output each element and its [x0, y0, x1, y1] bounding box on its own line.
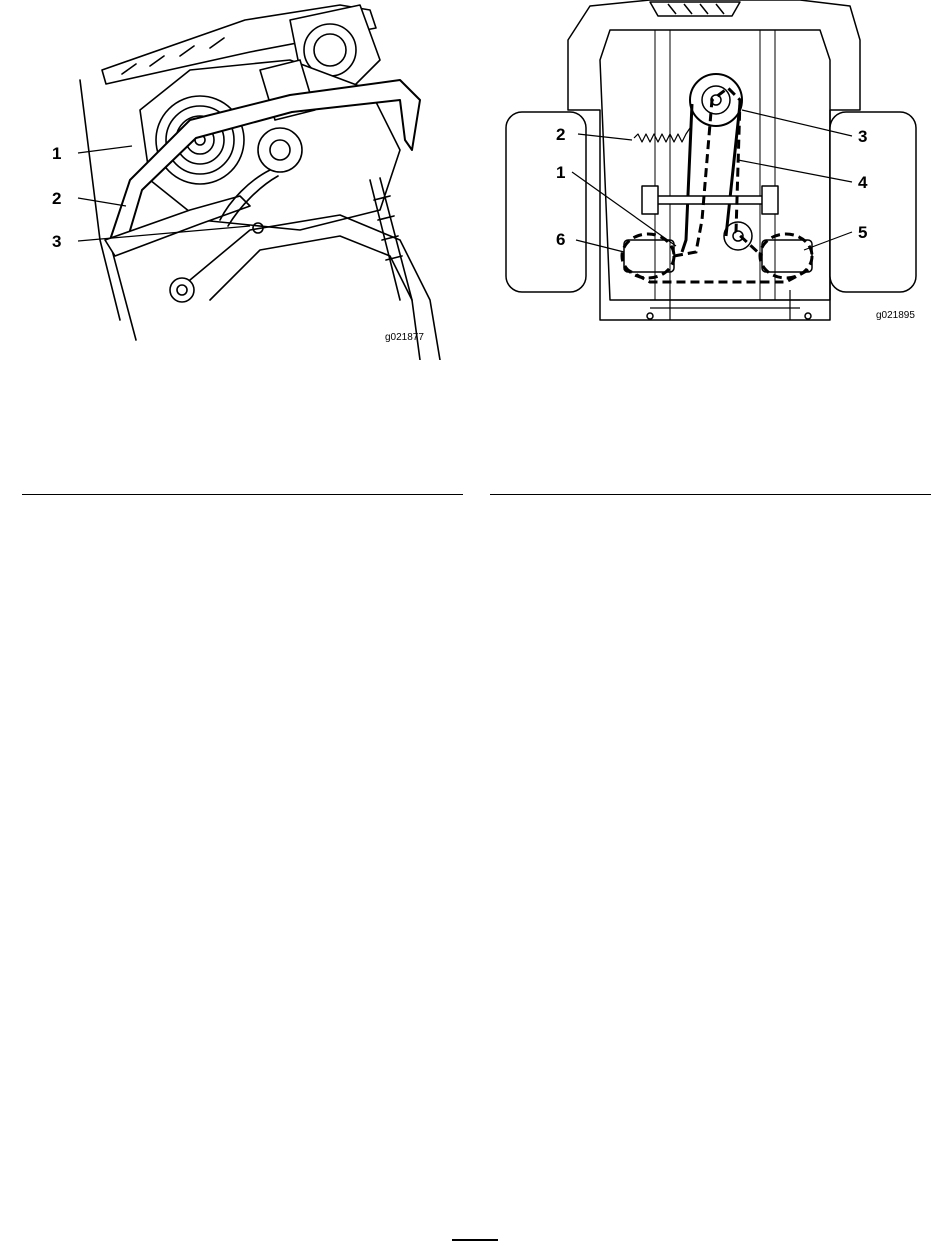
figure-id: g021877 [385, 332, 424, 343]
callout-4: 4 [858, 173, 868, 192]
callout-5: 5 [858, 223, 868, 242]
callout-1: 1 [556, 163, 566, 182]
callout-1: 1 [52, 144, 62, 163]
footer-line [452, 1239, 498, 1241]
engine-line-drawing [40, 0, 470, 360]
callout-2: 2 [52, 189, 62, 208]
callout-3: 3 [52, 232, 62, 251]
callout-3: 3 [858, 127, 868, 146]
figure-engine-illustration [40, 0, 470, 360]
figure-belt-routing-diagram [500, 0, 930, 330]
belt-routing-drawing [500, 0, 930, 330]
section-divider-right [490, 494, 931, 495]
figure-id: g021895 [876, 310, 915, 321]
callout-2: 2 [556, 125, 566, 144]
section-divider-left [22, 494, 463, 495]
callout-6: 6 [556, 230, 566, 249]
